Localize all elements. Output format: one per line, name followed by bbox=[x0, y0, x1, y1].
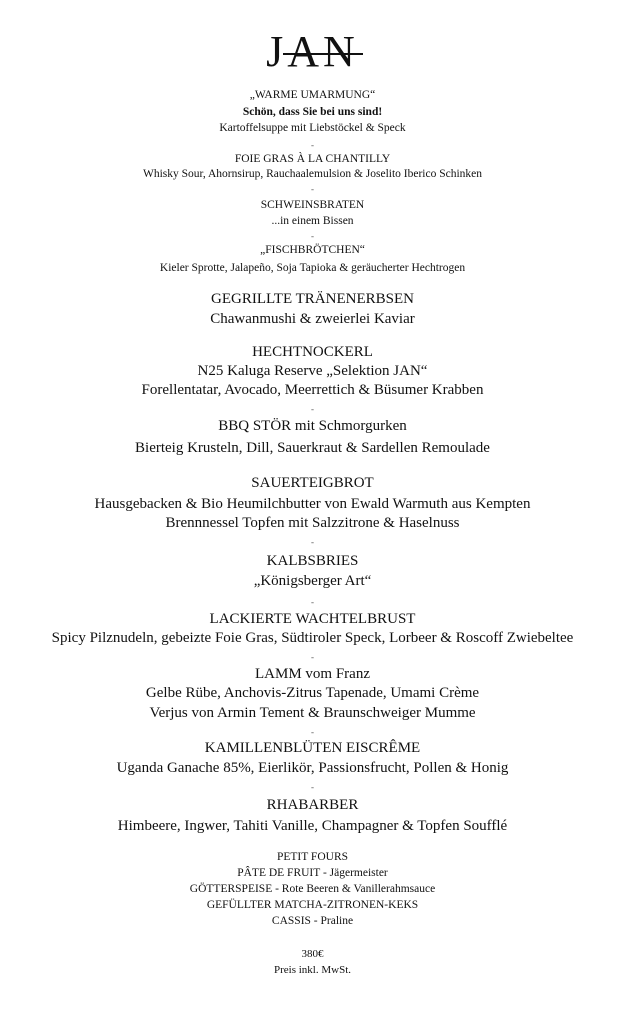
course-title: KAMILLENBLÜTEN EISCRÊME bbox=[204, 740, 421, 756]
course-title: RHABARBER bbox=[266, 797, 359, 813]
course-description: Uganda Ganache 85%, Eierlikör, Passionsfrucht, Pollen & Honig bbox=[116, 760, 509, 776]
course-title: FOIE GRAS À LA CHANTILLY bbox=[234, 153, 391, 165]
separator-dash: - bbox=[311, 652, 314, 662]
separator-dash: - bbox=[311, 404, 314, 414]
course-description: Bierteig Krusteln, Dill, Sauerkraut & Sardellen Remoulade bbox=[135, 440, 490, 456]
separator-dash: - bbox=[311, 231, 314, 241]
separator-dash: - bbox=[311, 727, 314, 737]
course-description: Spicy Pilznudeln, gebeizte Foie Gras, Südtiroler Speck, Lorbeer & Roscoff Zwiebeltee bbox=[51, 630, 574, 646]
petit-fours-title: PETIT FOURS bbox=[276, 851, 349, 863]
restaurant-logo bbox=[0, 26, 625, 77]
course-description: Whisky Sour, Ahornsirup, Rauchaalemulsion & Joselito Iberico Schinken bbox=[142, 168, 483, 180]
course-description: Kieler Sprotte, Jalapeño, Soja Tapioka & geräucherter Hechtrogen bbox=[159, 262, 466, 274]
course-title: SCHWEINSBRATEN bbox=[260, 199, 365, 211]
course-title: „WARME UMARMUNG“ bbox=[249, 89, 376, 101]
course-description: Forellentatar, Avocado, Meerrettich & Büsumer Krabben bbox=[141, 382, 484, 398]
course-subtitle: N25 Kaluga Reserve „Selektion JAN“ bbox=[197, 363, 428, 379]
course-title: GEGRILLTE TRÄNENERBSEN bbox=[211, 291, 414, 307]
course-description: Kartoffelsuppe mit Liebstöckel & Speck bbox=[219, 122, 406, 134]
course-title: KALBSBRIES bbox=[266, 553, 359, 569]
menu-price: 380€ bbox=[301, 948, 324, 960]
course-subtitle: „Königsberger Art“ bbox=[253, 573, 372, 589]
course-title: LACKIERTE WACHTELBRUST bbox=[209, 611, 416, 627]
course-description: Himbeere, Ingwer, Tahiti Vanille, Champagner & Topfen Soufflé bbox=[117, 818, 508, 834]
course-description: Chawanmushi & zweierlei Kaviar bbox=[210, 311, 415, 327]
separator-dash: - bbox=[311, 597, 314, 607]
logo-letter: J bbox=[266, 27, 288, 76]
petit-four-item: PÂTE DE FRUIT - Jägermeister bbox=[237, 867, 388, 879]
separator-dash: - bbox=[311, 782, 314, 792]
petit-four-item: CASSIS - Praline bbox=[271, 915, 354, 927]
separator-dash: - bbox=[311, 537, 314, 547]
course-description: Verjus von Armin Tement & Braunschweiger Mumme bbox=[149, 705, 476, 721]
course-title: „FISCHBRÖTCHEN“ bbox=[260, 244, 365, 256]
logo-struck-letters: AN bbox=[287, 27, 359, 76]
separator-dash: - bbox=[311, 140, 314, 150]
separator-dash: - bbox=[311, 184, 314, 194]
price-note: Preis inkl. MwSt. bbox=[273, 964, 351, 976]
course-description: Brennnessel Topfen mit Salzzitrone & Haselnuss bbox=[165, 515, 460, 531]
petit-four-item: GÖTTERSPEISE - Rote Beeren & Vanillerahmsauce bbox=[189, 883, 436, 895]
course-description: Hausgebacken & Bio Heumilchbutter von Ewald Warmuth aus Kempten bbox=[94, 496, 531, 512]
course-description: ...in einem Bissen bbox=[271, 215, 354, 227]
petit-four-item: GEFÜLLTER MATCHA-ZITRONEN-KEKS bbox=[206, 899, 419, 911]
course-subtitle: Schön, dass Sie bei uns sind! bbox=[242, 106, 383, 118]
course-title: HECHTNOCKERL bbox=[252, 344, 373, 360]
course-title: SAUERTEIGBROT bbox=[251, 475, 374, 491]
course-description: Gelbe Rübe, Anchovis-Zitrus Tapenade, Umami Crème bbox=[145, 685, 480, 701]
course-title: LAMM vom Franz bbox=[255, 666, 370, 682]
course-title: BBQ STÖR mit Schmorgurken bbox=[218, 418, 407, 434]
